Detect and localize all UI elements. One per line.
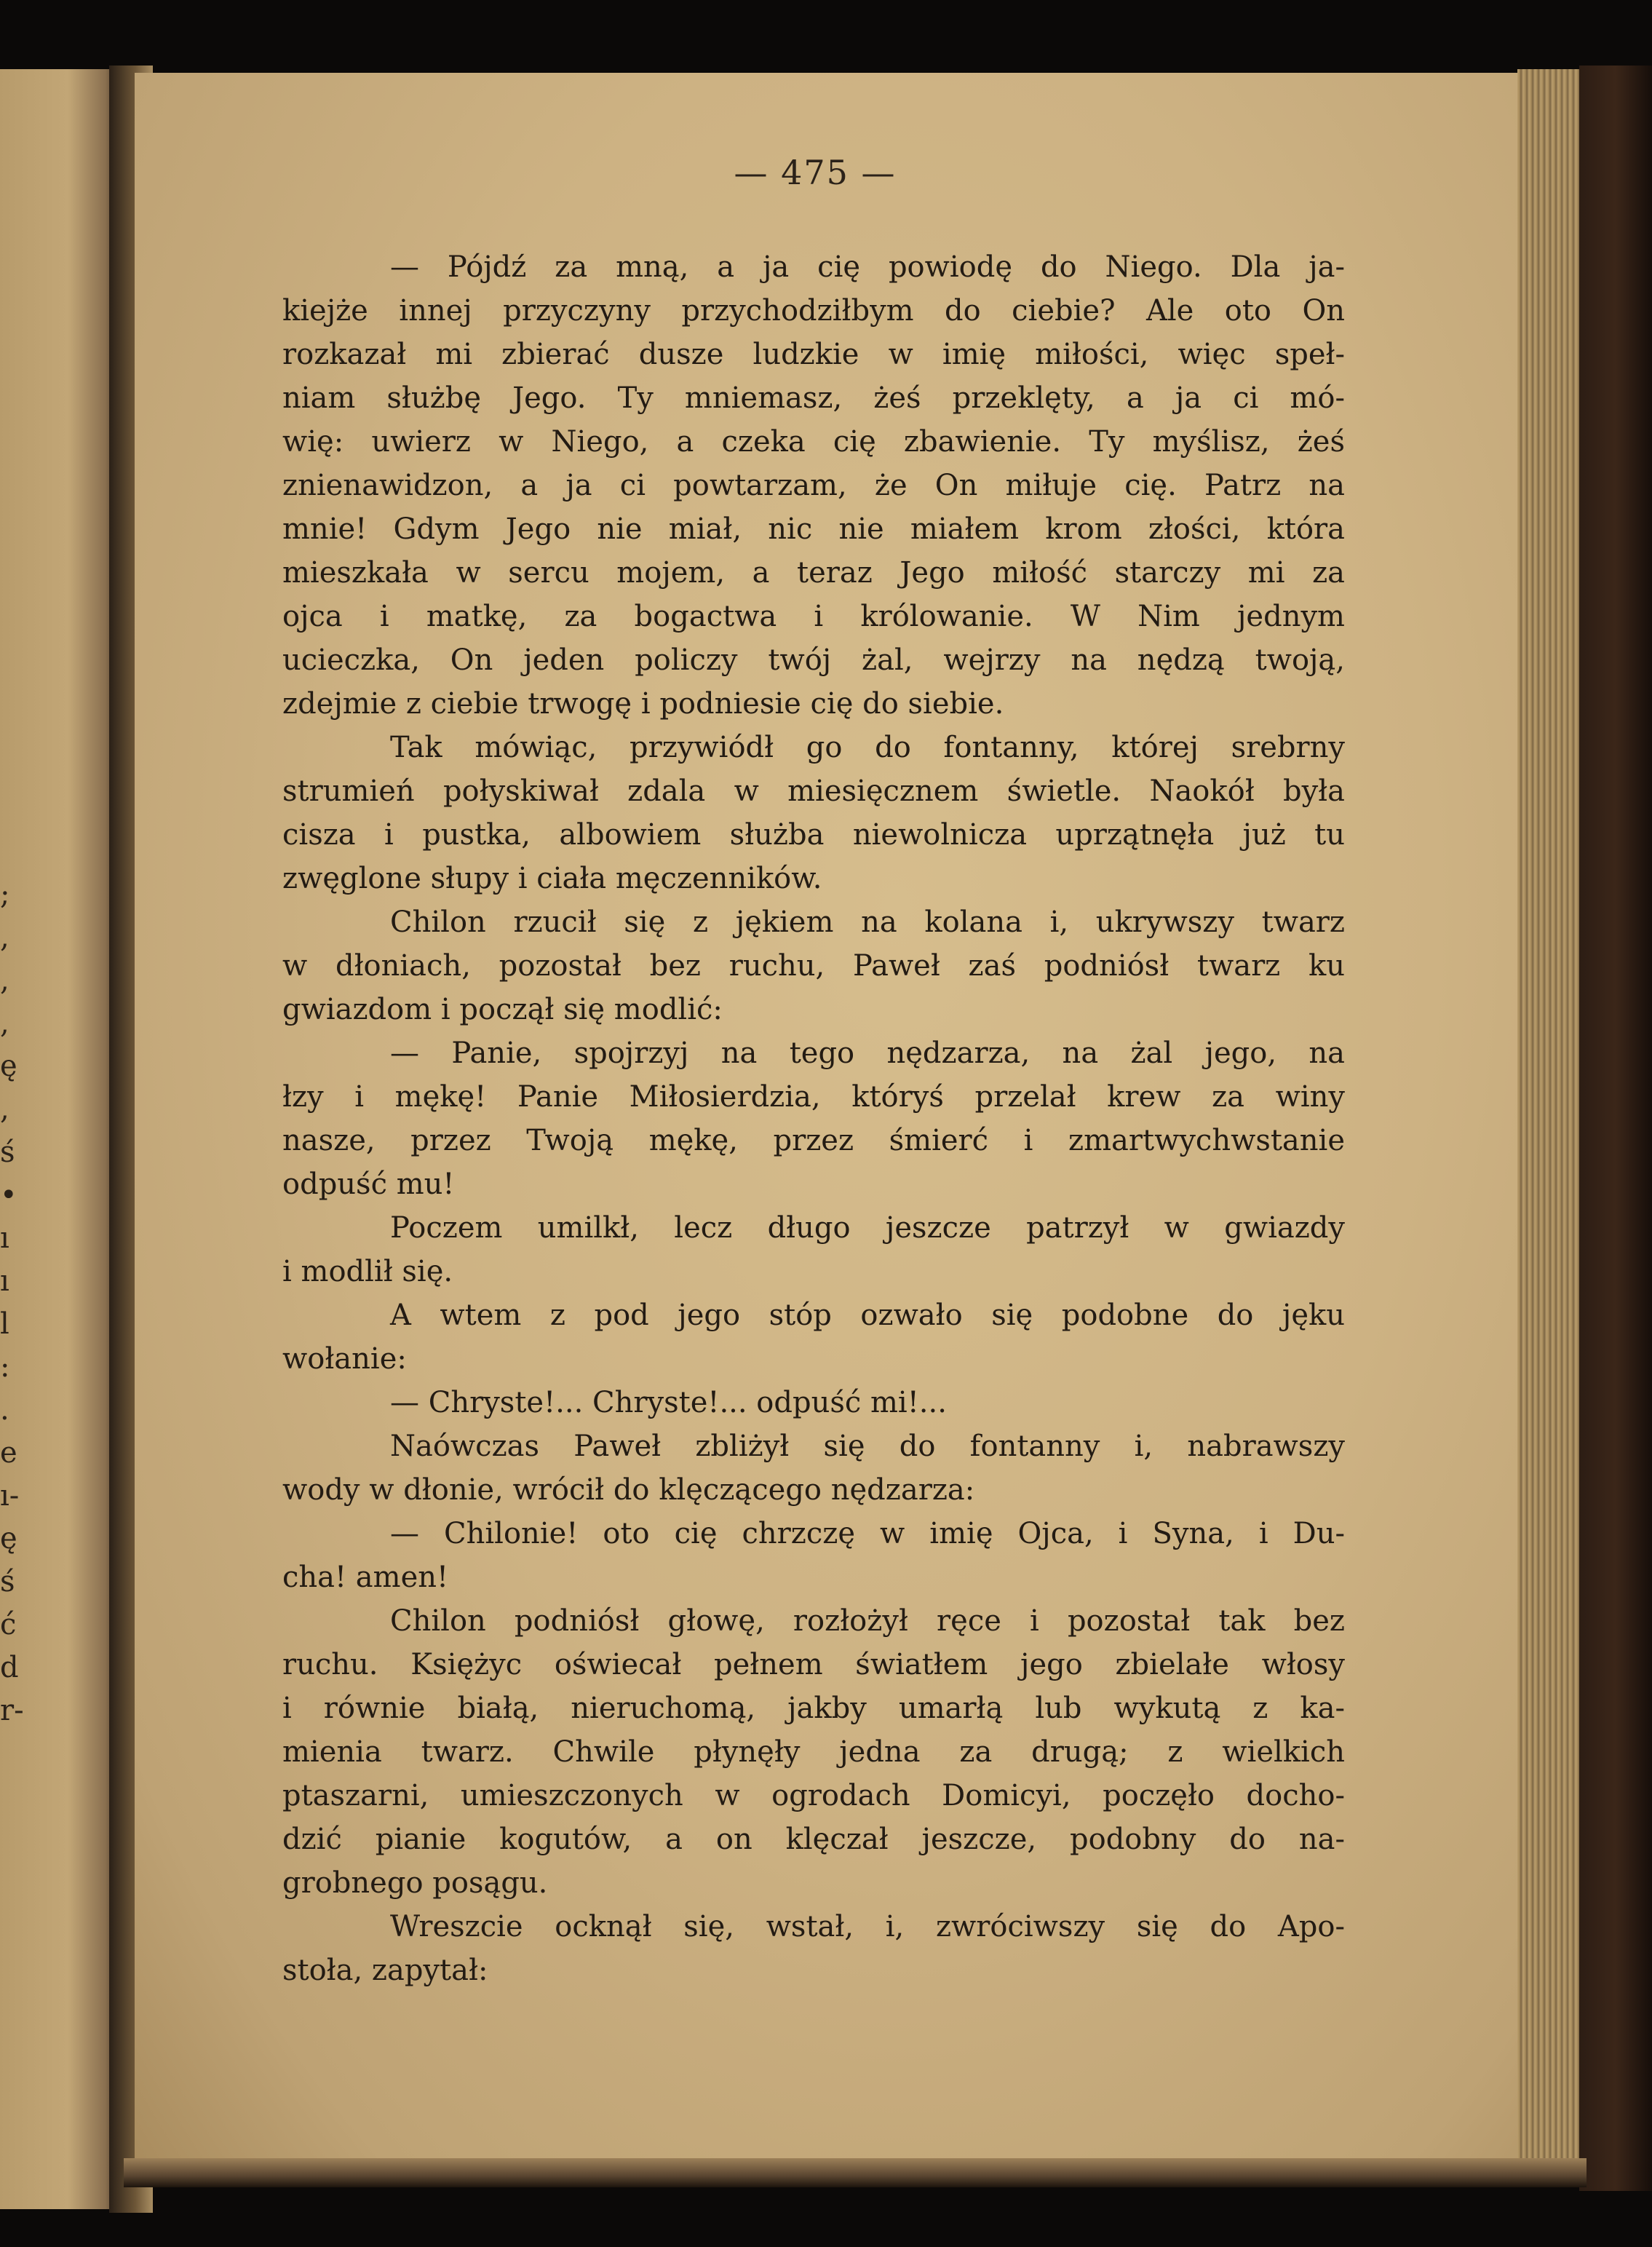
text-line: Naówczas Paweł zbliżył się do fontanny i, nabrawszy [390, 1430, 1345, 1463]
text-line: — Chilonie! oto cię chrzczę w imię Ojca, i Syna, i Du- [390, 1517, 1345, 1550]
text-line: niam służbę Jego. Ty mniemasz, żeś przeklęty, a ja ci mó- [282, 381, 1345, 415]
text-line: Chilon rzucił się z jękiem na kolana i, ukrywszy twarz [390, 905, 1345, 939]
text-line: — Panie, spojrzyj na tego nędzarza, na żal jego, na [390, 1037, 1345, 1070]
previous-page-fragment: ś [0, 1565, 15, 1598]
text-line: zdejmie z ciebie trwogę i podniesie cię do siebie. [282, 687, 1004, 721]
text-line: wię: uwierz w Niego, a czeka cię zbawienie. Ty myślisz, żeś [282, 425, 1345, 459]
text-line: ptaszarni, umieszczonych w ogrodach Domicyi, poczęło docho- [282, 1779, 1345, 1812]
text-line: stoła, zapytał: [282, 1954, 488, 1987]
text-line: rozkazał mi zbierać dusze ludzkie w imię miłości, więc speł- [282, 338, 1345, 371]
text-line: kiejże innej przyczyny przychodziłbym do ciebie? Ale oto On [282, 294, 1345, 328]
previous-page-fragment: ć [0, 1608, 17, 1641]
previous-page-fragment: e [0, 1436, 17, 1470]
text-line: znienawidzon, a ja ci powtarzam, że On miłuje cię. Patrz na [282, 469, 1345, 502]
body-text [282, 245, 1345, 1992]
previous-page-fragment: ı- [0, 1479, 20, 1513]
previous-page-fragment: , [0, 921, 9, 954]
text-line: mienia twarz. Chwile płynęły jedna za drugą; z wielkich [282, 1735, 1345, 1769]
text-line: wody w dłonie, wrócił do klęczącego nędzarza: [282, 1473, 975, 1507]
book-cover-edge [1579, 66, 1652, 2191]
previous-page-text-fragments [0, 873, 29, 1732]
text-line: ruchu. Księżyc oświecał pełnem światłem jego zbielałe włosy [282, 1648, 1345, 1681]
text-line: cha! amen! [282, 1561, 449, 1594]
text-line: Chilon podniósł głowę, rozłożył ręce i pozostał tak bez [390, 1604, 1345, 1638]
text-line: wołanie: [282, 1342, 407, 1376]
page-edges [1517, 69, 1583, 2184]
previous-page-fragment: ; [0, 878, 10, 911]
previous-page-fragment: r- [0, 1694, 24, 1727]
page-bottom-edge [124, 2158, 1587, 2187]
previous-page-fragment: ı [0, 1264, 9, 1298]
text-line: Tak mówiąc, przywiódł go do fontanny, której srebrny [390, 731, 1345, 764]
text-line: mieszkała w sercu mojem, a teraz Jego miłość starczy mi za [282, 556, 1345, 590]
text-line: nasze, przez Twoją mękę, przez śmierć i zmartwychwstanie [282, 1124, 1345, 1157]
text-line: strumień połyskiwał zdala w miesięcznem świetle. Naokół była [282, 774, 1345, 808]
text-line: Poczem umilkł, lecz długo jeszcze patrzył w gwiazdy [390, 1211, 1345, 1245]
previous-page-fragment: , [0, 1007, 9, 1040]
text-line: w dłoniach, pozostał bez ruchu, Paweł zaś podniósł twarz ku [282, 949, 1345, 983]
previous-page-fragment: : [0, 1350, 10, 1384]
text-line: Wreszcie ocknął się, wstał, i, zwróciwszy się do Apo- [390, 1910, 1345, 1943]
previous-page-fragment: , [0, 964, 9, 997]
text-line: — Pójdź za mną, a ja cię powiodę do Niego. Dla ja- [390, 250, 1345, 284]
text-line: dzić pianie kogutów, a on klęczał jeszcze, podobny do na- [282, 1823, 1345, 1856]
previous-page-fragment: ę [0, 1522, 17, 1556]
previous-page-fragment: d [0, 1651, 19, 1684]
text-line: A wtem z pod jego stóp ozwało się podobne do jęku [390, 1299, 1345, 1332]
text-line: — Chryste!... Chryste!... odpuść mi!... [390, 1386, 947, 1419]
page-number: — 475 — [734, 153, 897, 192]
text-line: i modlił się. [282, 1255, 453, 1288]
text-line: odpuść mu! [282, 1168, 455, 1201]
previous-page-fragment: • [0, 1178, 17, 1212]
text-line: grobnego posągu. [282, 1866, 548, 1900]
previous-page-fragment: . [0, 1393, 9, 1427]
text-line: łzy i mękę! Panie Miłosierdzia, któryś przelał krew za winy [282, 1080, 1345, 1114]
previous-page-fragment: l [0, 1307, 9, 1341]
previous-page-fragment: , [0, 1093, 9, 1126]
text-line: zwęglone słupy i ciała męczenników. [282, 862, 822, 895]
text-line: ucieczka, On jeden policzy twój żal, wejrzy na nędzą twoją, [282, 643, 1345, 677]
text-line: i równie białą, nieruchomą, jakby umarłą lub wykutą z ka- [282, 1692, 1345, 1725]
text-line: cisza i pustka, albowiem służba niewolnicza uprzątnęła już tu [282, 818, 1345, 852]
text-line: gwiazdom i począł się modlić: [282, 993, 723, 1026]
text-line: mnie! Gdym Jego nie miał, nic nie miałem krom złości, która [282, 512, 1345, 546]
previous-page-fragment: ę [0, 1050, 17, 1083]
previous-page-fragment: ı [0, 1221, 9, 1255]
text-line: ojca i matkę, za bogactwa i królowanie. W Nim jednym [282, 600, 1345, 633]
previous-page-fragment: ś [0, 1136, 15, 1169]
